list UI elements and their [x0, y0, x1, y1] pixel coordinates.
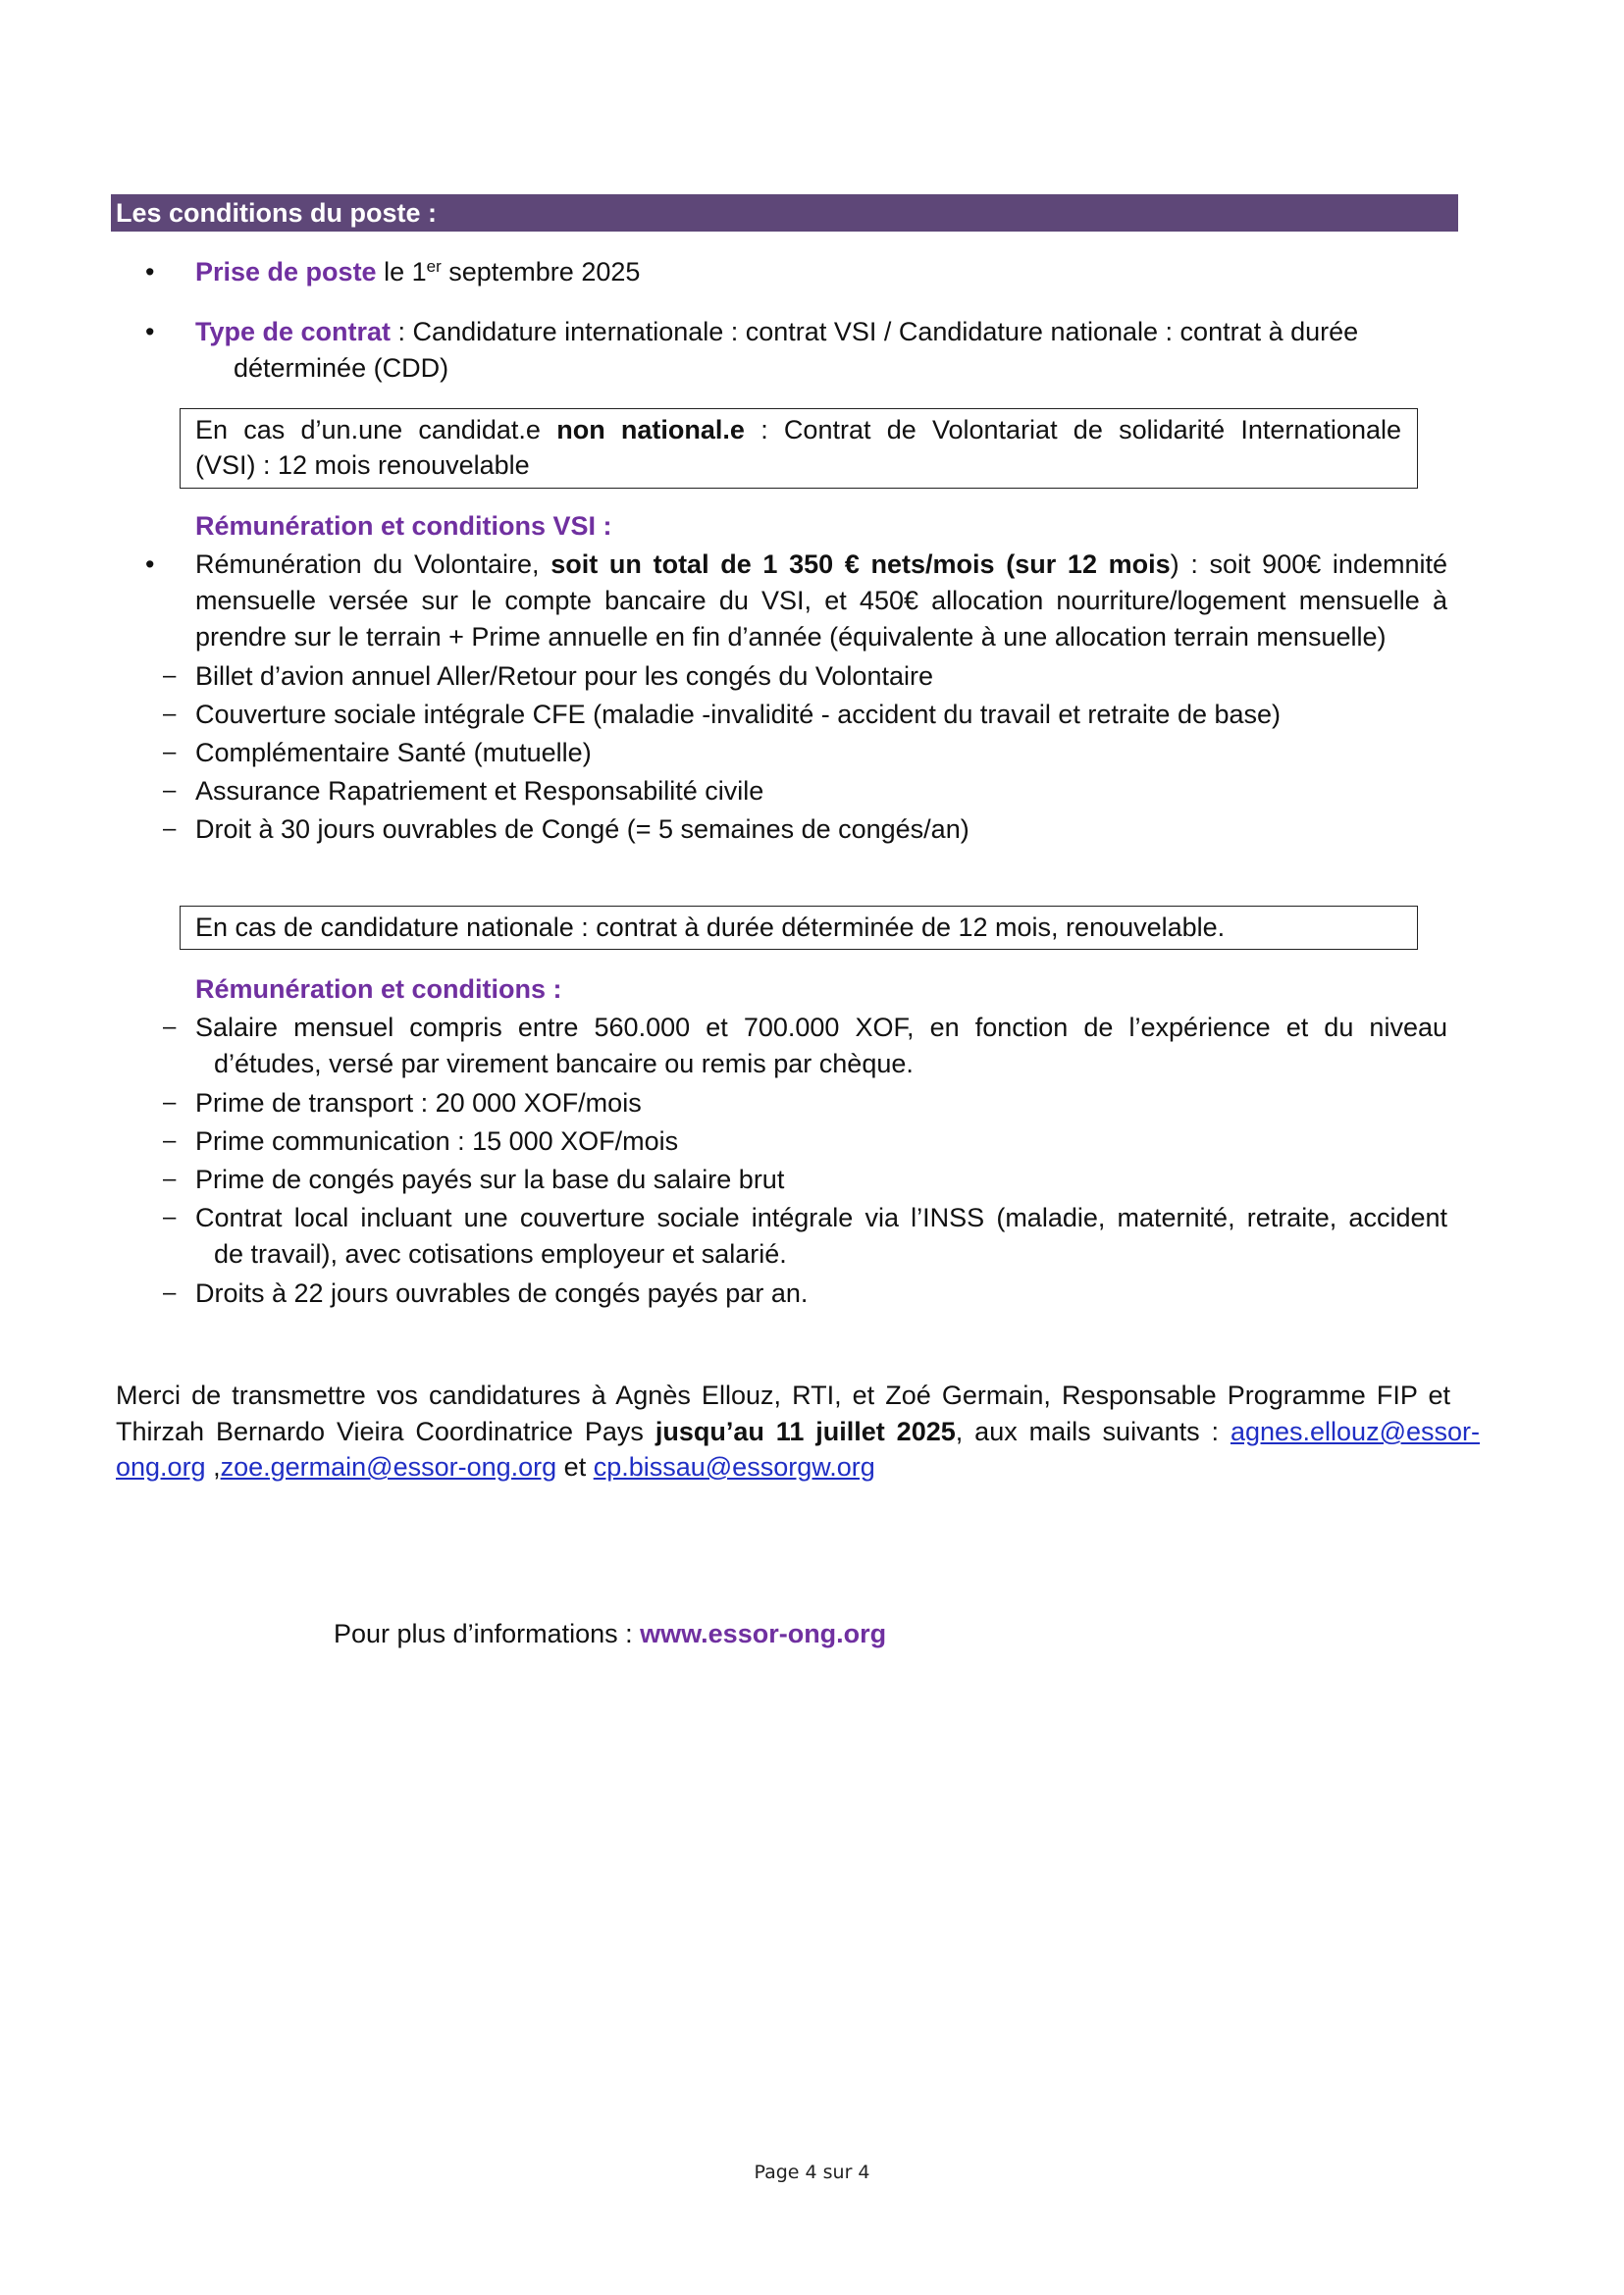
email-link-bissau[interactable]: cp.bissau@essorgw.org [593, 1452, 875, 1482]
vsi-box-text-a: En cas d’un.une candidat.e [195, 415, 557, 444]
vsi-heading: Rémunération et conditions VSI : [195, 511, 612, 541]
dash-icon: – [163, 1204, 177, 1230]
contrat-local-line2: de travail), avec cotisations employeur et salarié. [214, 1239, 787, 1269]
dash-icon: – [163, 1127, 177, 1154]
closing-line2-a: Thirzah Bernardo Vieira Coordinatrice Pays [116, 1417, 655, 1446]
bullet-icon: • [145, 257, 155, 287]
national-box-text: En cas de candidature nationale : contrat à durée déterminée de 12 mois, renouvelable. [195, 913, 1226, 942]
prise-de-poste-pre: le 1 [376, 257, 427, 287]
info-label: Pour plus d’informations : [334, 1619, 641, 1648]
prise-de-poste-sup: er [426, 257, 442, 276]
vsi-item: Billet d’avion annuel Aller/Retour pour les congés du Volontaire [195, 661, 933, 691]
vsi-item: Assurance Rapatriement et Responsabilité civile [195, 776, 764, 806]
salaire-line1: Salaire mensuel compris entre 560.000 et 700.000 XOF, en fonction de l’expérience et du niveau [195, 1013, 1447, 1042]
closing-line3 [116, 1448, 875, 1486]
droits-conges: Droits à 22 jours ouvrables de congés payés par an. [195, 1278, 809, 1308]
prise-de-poste-label: Prise de poste [195, 257, 377, 287]
vsi-box-text-c: : Contrat de Volontariat de solidarité Internationale [744, 415, 1401, 444]
dash-icon: – [163, 815, 177, 842]
vsi-item: Couverture sociale intégrale CFE (maladie -invalidité - accident du travail et retraite de base) [195, 700, 1282, 729]
vsi-item: Droit à 30 jours ouvrables de Congé (= 5 semaines de congés/an) [195, 814, 969, 844]
deadline: jusqu’au 11 juillet 2025 [655, 1417, 956, 1446]
vsi-box-text-bold: non national.e [556, 415, 745, 444]
email-separator: , [205, 1452, 221, 1482]
type-contrat-line2: déterminée (CDD) [234, 353, 449, 383]
dash-icon: – [163, 1166, 177, 1192]
prime-communication: Prime communication : 15 000 XOF/mois [195, 1126, 679, 1156]
type-contrat-rest: : Candidature internationale : contrat VSI / Candidature nationale : contrat à durée [391, 317, 1359, 346]
email-link-germain[interactable]: zoe.germain@essor-ong.org [220, 1452, 557, 1482]
prime-transport: Prime de transport : 20 000 XOF/mois [195, 1088, 642, 1118]
dash-icon: – [163, 662, 177, 689]
closing-line2 [116, 1413, 1480, 1450]
prise-de-poste-post: septembre 2025 [441, 257, 641, 287]
vsi-remuneration-line2: mensuelle versée sur le compte bancaire du VSI, et 450€ allocation nourriture/logement mensuelle à [195, 586, 1447, 615]
type-contrat-label: Type de contrat [195, 317, 392, 346]
email-link-ellouz-cont[interactable]: ong.org [116, 1452, 206, 1482]
email-link-ellouz[interactable]: agnes.ellouz@essor- [1230, 1417, 1480, 1446]
salaire-line2: d’études, versé par virement bancaire ou remis par chèque. [214, 1049, 914, 1078]
dash-icon: – [163, 739, 177, 765]
closing-line2-c: , aux mails suivants : [955, 1417, 1231, 1446]
vsi-remuneration-line1 [195, 546, 1447, 583]
vsi-remuneration-a: Rémunération du Volontaire, [195, 549, 551, 579]
vsi-remuneration-line3: prendre sur le terrain + Prime annuelle en fin d’année (équivalente à une allocation terrain mensuelle) [195, 622, 1387, 652]
prime-conges: Prime de congés payés sur la base du salaire brut [195, 1165, 785, 1194]
page-footer: Page 4 sur 4 [754, 2162, 870, 2183]
prise-de-poste-line [195, 253, 640, 290]
vsi-box-line1 [195, 411, 1401, 448]
info-line [334, 1615, 886, 1652]
vsi-remuneration-c: ) : soit 900€ indemnité [1170, 549, 1447, 579]
bullet-icon: • [145, 317, 155, 346]
vsi-item: Complémentaire Santé (mutuelle) [195, 738, 592, 767]
dash-icon: – [163, 1089, 177, 1116]
dash-icon: – [163, 701, 177, 727]
email-et: et [556, 1452, 594, 1482]
section-header: Les conditions du poste : [111, 194, 1458, 232]
type-contrat-line [195, 313, 1358, 350]
national-heading: Rémunération et conditions : [195, 974, 562, 1004]
dash-icon: – [163, 777, 177, 804]
contrat-local-line1: Contrat local incluant une couverture sociale intégrale via l’INSS (maladie, maternité, retraite, accident [195, 1203, 1447, 1232]
vsi-box-line2: (VSI) : 12 mois renouvelable [195, 450, 530, 480]
bullet-icon: • [145, 549, 155, 579]
vsi-remuneration-bold: soit un total de 1 350 € nets/mois (sur 12 mois [550, 549, 1171, 579]
dash-icon: – [163, 1279, 177, 1306]
website-link[interactable]: www.essor-ong.org [640, 1619, 887, 1648]
closing-line1: Merci de transmettre vos candidatures à Agnès Ellouz, RTI, et Zoé Germain, Responsable Programme FIP et [116, 1381, 1450, 1410]
dash-icon: – [163, 1014, 177, 1040]
